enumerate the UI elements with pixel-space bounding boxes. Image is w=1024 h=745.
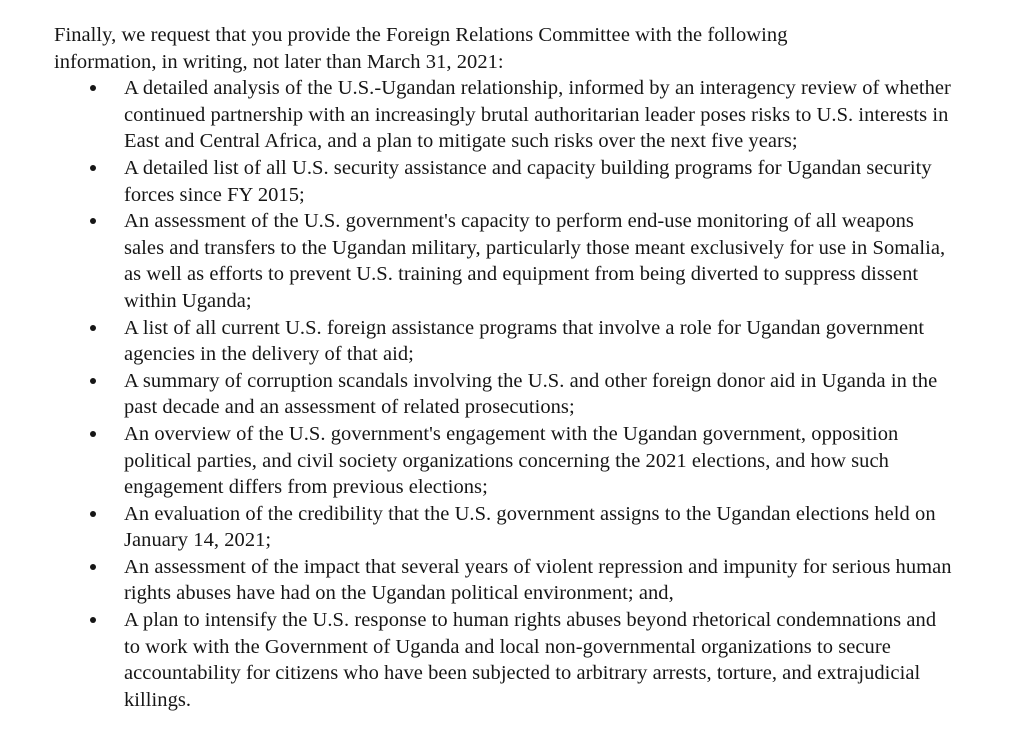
- list-item: [54, 315, 954, 368]
- list-item-text: A plan to intensify the U.S. response to human rights abuses beyond rhetorical condemnations and to work with the Government of Uganda and local non-governmental organizations to secure accountability for citizens who have been subjected to arbitrary arrests, torture, and extrajudicial killings.: [124, 609, 937, 711]
- letter-body: [54, 22, 954, 713]
- list-item-text: An assessment of the U.S. government's capacity to perform end-use monitoring of all weapons sales and transfers to the Ugandan military, particularly those meant exclusively for use in Somalia, as well as efforts to prevent U.S. training and equipment from being diverted to suppress dissent within Uganda;: [124, 210, 946, 312]
- list-item-text: A detailed list of all U.S. security assistance and capacity building programs for Ugandan security forces since FY 2015;: [124, 156, 932, 206]
- list-item: [54, 368, 954, 421]
- list-item: [54, 554, 954, 607]
- bullet-icon: [90, 85, 96, 91]
- list-item-text: An assessment of the impact that several years of violent repression and impunity for serious human rights abuses have had on the Ugandan political environment; and,: [124, 555, 952, 605]
- bullet-icon: [90, 617, 96, 623]
- list-item: [54, 75, 954, 155]
- bullet-icon: [90, 378, 96, 384]
- bullet-icon: [90, 325, 96, 331]
- list-item-text: A detailed analysis of the U.S.-Ugandan relationship, informed by an interagency review of whether continued partnership with an increasingly brutal authoritarian leader poses risks to U.S. interests in East and Central Africa, and a plan to mitigate such risks over the next five years;: [124, 77, 951, 153]
- list-item: [54, 208, 954, 314]
- list-item-text: An evaluation of the credibility that the U.S. government assigns to the Ugandan elections held on January 14, 2021;: [124, 502, 936, 552]
- bullet-icon: [90, 564, 96, 570]
- list-item-text: A summary of corruption scandals involving the U.S. and other foreign donor aid in Uganda in the past decade and an assessment of related prosecutions;: [124, 369, 938, 419]
- list-item: [54, 421, 954, 501]
- bullet-icon: [90, 218, 96, 224]
- list-item-text: An overview of the U.S. government's engagement with the Ugandan government, opposition political parties, and civil society organizations concerning the 2021 elections, and how such engagement differs from previous elections;: [124, 422, 899, 499]
- list-item: [54, 501, 954, 554]
- request-list: [54, 75, 954, 713]
- bullet-icon: [90, 431, 96, 437]
- list-item: [54, 607, 954, 713]
- bullet-icon: [90, 511, 96, 517]
- intro-paragraph: Finally, we request that you provide the Foreign Relations Committee with the following information, in writing, not later than March 31, 2021:: [54, 24, 788, 73]
- list-item-text: A list of all current U.S. foreign assistance programs that involve a role for Ugandan government agencies in the delivery of that aid;: [124, 316, 925, 366]
- list-item: [54, 155, 954, 208]
- bullet-icon: [90, 165, 96, 171]
